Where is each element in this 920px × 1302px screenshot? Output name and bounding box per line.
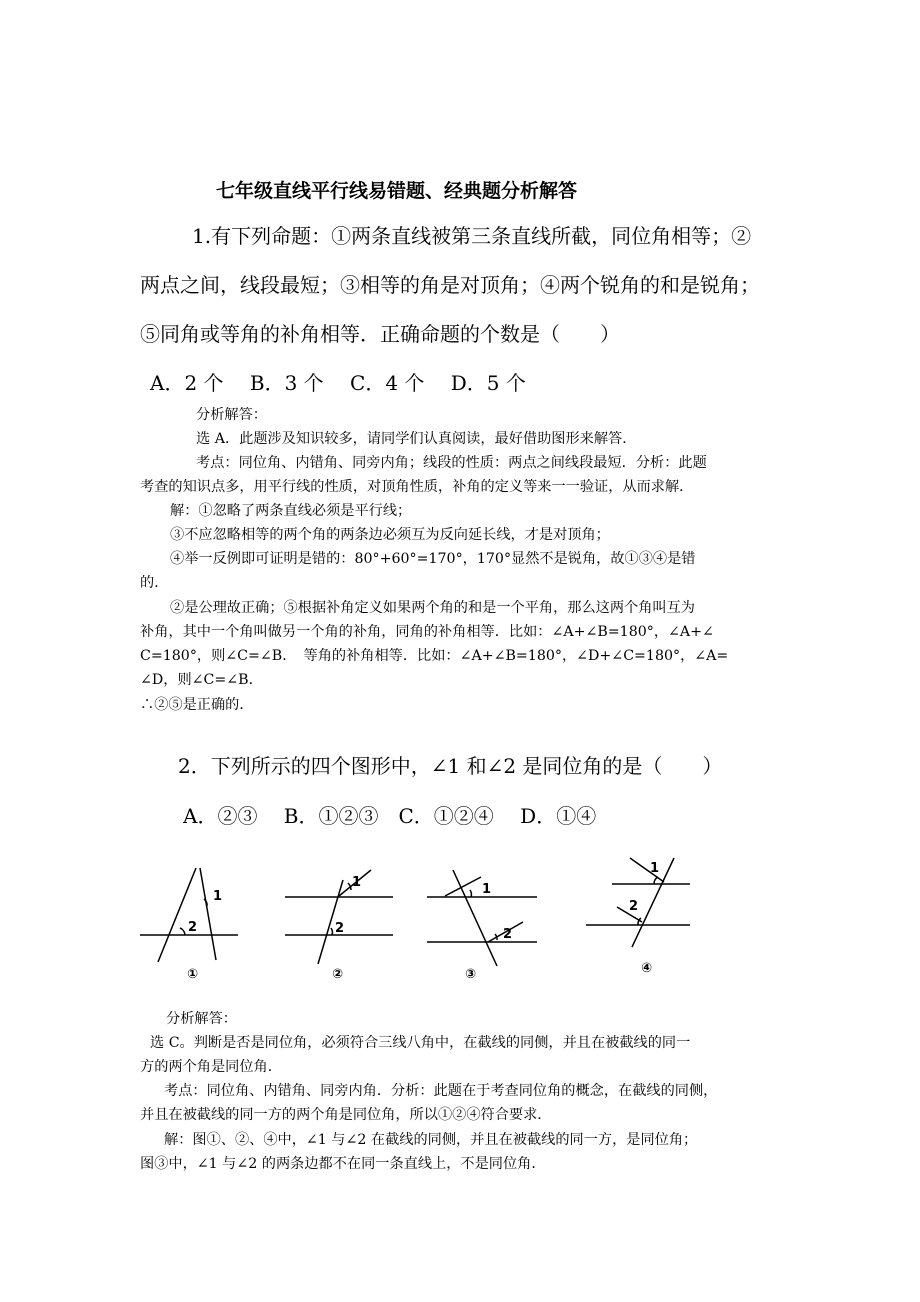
q1-analysis-line: C=180°，则∠C=∠B． 等角的补角相等．比如：∠A+∠B=180°，∠D+∠C=180°，∠A= (140, 648, 729, 664)
q1-stem-line-2: 两点之间，线段最短；③相等的角是对顶角；④两个锐角的和是锐角； (140, 273, 760, 297)
q1-analysis-line: ∠D，则∠C=∠B． (140, 672, 263, 688)
q2-stem: 2．下列所示的四个图形中，∠1 和∠2 是同位角的是（ ） (178, 754, 723, 778)
figure-4-label: ④ (641, 961, 653, 976)
page-title: 七年级直线平行线易错题、经典题分析解答 (216, 180, 578, 202)
figure-2-label: ② (332, 967, 344, 982)
q2-analysis-heading: 分析解答： (166, 1011, 237, 1027)
q1-analysis-line: 补角，其中一个角叫做另一个角的补角，同角的补角相等．比如：∠A+∠B=180°，∠A+∠ (140, 624, 714, 640)
q2-options: A．②③ B．①②③ C．①②④ D．①④ (183, 804, 597, 828)
q1-analysis-line: ③不应忽略相等的两个角的两条边必须互为反向延长线，才是对顶角； (170, 527, 610, 543)
figure-3-label: ③ (465, 967, 477, 982)
figure-1-angle-2-label: 2 (188, 920, 198, 935)
q1-analysis-line: ②是公理故正确；⑤根据补角定义如果两个角的和是一个平角，那么这两个角叫互为 (170, 600, 695, 616)
figure-1-label: ① (187, 967, 199, 982)
q2-analysis-line: 并且在被截线的同一方的两个角是同位角，所以①②④符合要求． (140, 1107, 552, 1123)
q1-analysis-line: 解：①忽略了两条直线必须是平行线； (170, 503, 412, 519)
q1-stem-line-3: ⑤同角或等角的补角相等．正确命题的个数是（ ） (140, 322, 620, 346)
q2-analysis-line: 解：图①、②、④中，∠1 与∠2 在截线的同侧，并且在被截线的同一方，是同位角； (164, 1132, 698, 1148)
q1-conclusion: ∴②⑤是正确的． (140, 697, 254, 713)
q1-analysis-heading: 分析解答： (196, 407, 267, 423)
q1-analysis-line: 选 A．此题涉及知识较多，请同学们认真阅读，最好借助图形来解答． (196, 431, 637, 447)
q1-analysis-line: 的． (140, 575, 169, 591)
figure-2-angle-1-label: 1 (352, 875, 362, 890)
q2-analysis-line: 选 C。判断是否是同位角，必须符合三线八角中，在截线的同侧，并且在被截线的同一 (150, 1035, 691, 1051)
q1-stem-line-1: 1.有下列命题：①两条直线被第三条直线所截，同位角相等；② (192, 224, 752, 248)
q2-analysis-line: 方的两个角是同位角． (140, 1059, 282, 1075)
figure-1 (138, 862, 248, 987)
figure-2 (283, 862, 398, 987)
figure-4 (582, 852, 697, 982)
q2-analysis-line: 考点：同位角、内错角、同旁内角．分析：此题在于考查同位角的概念，在截线的同侧， (164, 1083, 718, 1099)
q2-analysis-line: 图③中，∠1 与∠2 的两条边都不在同一条直线上，不是同位角． (140, 1156, 546, 1172)
q1-analysis-line: ④举一反例即可证明是错的：80°+60°=170°，170°显然不是锐角，故①③④是错 (170, 551, 696, 567)
q1-options: A．2 个 B．3 个 C．4 个 D．5 个 (150, 371, 526, 395)
figure-3-angle-2-label: 2 (503, 927, 513, 942)
figure-4-angle-1-label: 1 (650, 861, 660, 876)
figure-3 (425, 862, 540, 987)
q1-analysis-line: 考点：同位角、内错角、同旁内角；线段的性质：两点之间线段最短．分析：此题 (196, 455, 707, 471)
figure-1-angle-1-label: 1 (213, 889, 223, 904)
q1-analysis-line: 考查的知识点多，用平行线的性质，对顶角性质，补角的定义等来一一验证，从而求解． (140, 479, 694, 495)
figure-3-angle-1-label: 1 (482, 882, 492, 897)
figure-2-angle-2-label: 2 (335, 921, 345, 936)
figure-4-angle-2-label: 2 (629, 899, 639, 914)
